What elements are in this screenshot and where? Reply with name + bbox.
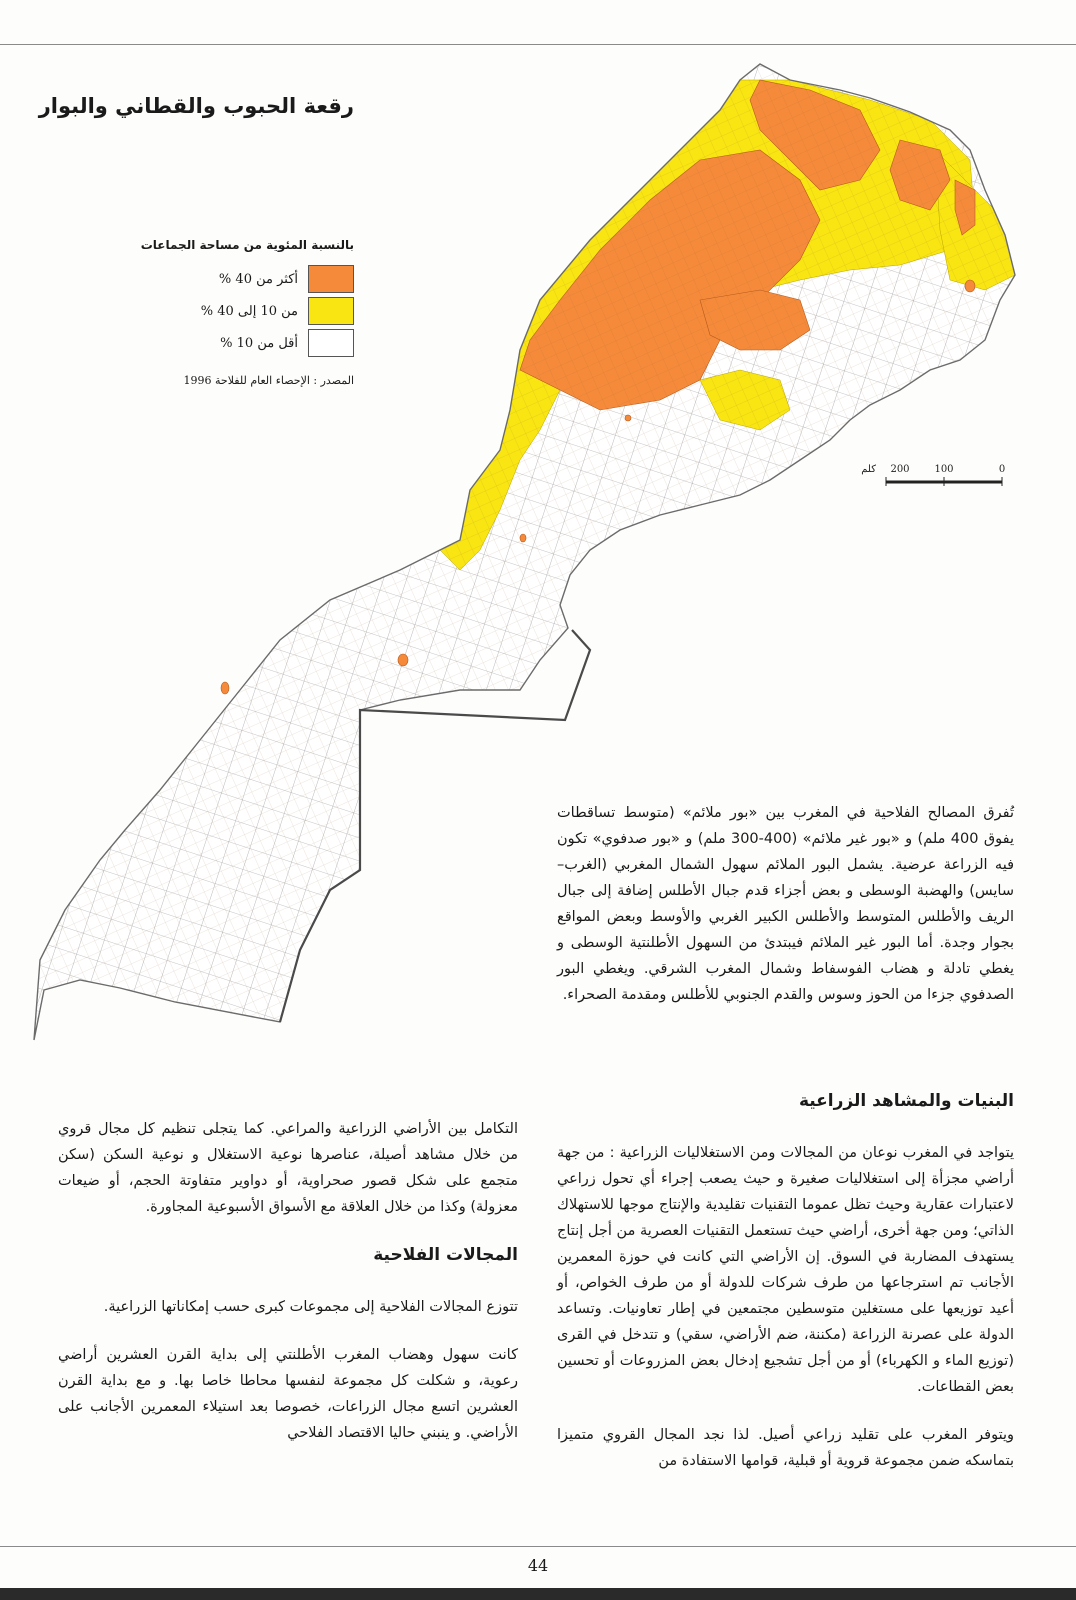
- bottom-rule: [0, 1546, 1076, 1547]
- paragraph: التكامل بين الأراضي الزراعية والمراعي. كما يتجلى تنظيم كل مجال قروي من خلال مشاهد أصيلة، عناصرها نوعية الاستغلال و نوعية السكن (سكن متجمع على شكل قصور صحراوية، أو دواوير متفاوتة الحجم، أو ضيعات معزولة) وكذا من خلال العلاقة مع الأسواق الأسبوعية المجاورة.: [58, 1121, 518, 1215]
- paragraph: ويتوفر المغرب على تقليد زراعي أصيل. لذا نجد المجال القروي متميزا بتماسكه ضمن مجموعة قروية أو قبلية، قوامها الاستفادة من: [557, 1427, 1014, 1469]
- scale-bar: [861, 464, 1005, 486]
- intro-paragraph: [557, 800, 1014, 1030]
- right-column: [557, 1088, 1014, 1496]
- legend-label-high: أكثر من 40 %: [218, 271, 298, 287]
- intro-text: تُفرق المصالح الفلاحية في المغرب بين «بور ملائم» (متوسط تساقطات يفوق 400 ملم) و «بور غير ملائم» (400-300 ملم) و «بور صدفوي» تكون فيه الزراعة عرضية. يشمل البور الملائم سهول الشمال المغربي (الغرب–سايس) والهضبة الوسطى و بعض أجزاء قدم جبال الأطلس إضافة إلى جبال الريف والأطلس المتوسط والأطلس الكبير الغربي والأوسط وبعض المواقع بجوار وجدة. أما البور غير الملائم فيبتدئ من السهول الأطلنتية الوسطى و يغطي تادلة و هضاب الفوسفاط وشمال المغرب الشرقي. ويغطي البور الصدفوي جزءا من الحوز وسوس والقدم الجنوبي للأطلس ومقدمة الصحراء.: [557, 805, 1014, 1003]
- page-edge: [0, 1588, 1076, 1600]
- paragraph: تتوزع المجالات الفلاحية إلى مجموعات كبرى حسب إمكاناتها الزراعية.: [103, 1299, 518, 1315]
- paragraph: كانت سهول وهضاب المغرب الأطلنتي إلى بداية القرن العشرين أراضي رعوية، و شكلت كل مجموعة لنفسها محاطا خاصا بها. و مع بداية القرن العشرين اتسع مجال الزراعات، خصوصا بعد استيلاء المعمرين الأجانب على الأراضي. و ينبني حاليا الاقتصاد الفلاحي: [58, 1347, 518, 1441]
- legend-label-medium: من 10 إلى 40 %: [200, 303, 298, 319]
- top-rule: [0, 44, 1076, 45]
- page-number: 44: [527, 1556, 549, 1575]
- section-heading-structures: البنيات والمشاهد الزراعية: [798, 1091, 1014, 1111]
- section-heading-agricultural-areas: المجالات الفلاحية: [373, 1245, 518, 1265]
- left-column: [58, 1116, 518, 1468]
- paragraph: يتواجد في المغرب نوعان من المجالات ومن الاستغلاليات الزراعية : من جهة أراضي مجزأة إلى استغلاليات صغيرة و حيث يصعب إجراء أي تحول زراعي لاعتبارات عقارية وحيث تظل عموما التقنيات تقليدية والإنتاج موجها للاستهلاك الذاتي؛ ومن جهة أخرى، أراضي حيث تستعمل التقنيات العصرية من أجل إنتاج يستهدف المضاربة في السوق. إن الأراضي التي كانت في حوزة المعمرين الأجانب تم استرجاعها من طرف شركات للدولة أو من طرف الخواص، أو أعيد توزيعها على مستغلين متوسطين مجتمعين في إطار تعاونيات. وتساعد الدولة على عصرنة الزراعة (مكننة، ضم الأراضي، سقي) و تتدخل في القرى (توزيع الماء و الكهرباء) أو من أجل تشجيع إدخال بعض المزروعات أو تحسين بعض القطاعات.: [557, 1145, 1014, 1395]
- scale-unit: كلم: [861, 464, 876, 475]
- map-source: المصدر : الإحصاء العام للفلاحة 1996: [183, 374, 354, 387]
- map-title: رقعة الحبوب والقطاني والبوار: [38, 94, 354, 119]
- scale-tick-200: 200: [890, 464, 910, 475]
- legend-label-low: أقل من 10 %: [220, 335, 298, 351]
- scale-tick-100: 100: [934, 464, 954, 475]
- legend-title: بالنسبة المئوية من مساحة الجماعات: [140, 238, 354, 252]
- scale-tick-0: 0: [998, 464, 1006, 475]
